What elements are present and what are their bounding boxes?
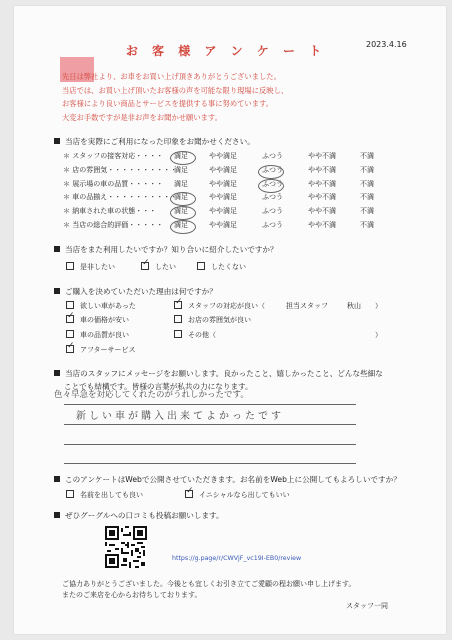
- q3-option[interactable]: [174, 301, 265, 311]
- checkbox[interactable]: [174, 315, 182, 323]
- option-label: したくない: [211, 263, 246, 271]
- rating-option[interactable]: 満足: [174, 221, 188, 229]
- handwritten-answer-line[interactable]: 色々早急を対応してくれたのがうれしかったです。: [54, 390, 249, 400]
- staff-name: 秋山: [347, 302, 361, 310]
- option-label: お店の雰囲気が良い: [188, 316, 251, 324]
- selection-circle: [170, 151, 196, 165]
- rating-row-label: ＊ 納車された車の状態・・・: [63, 207, 157, 216]
- answer-line: [64, 463, 356, 464]
- q2-option[interactable]: [66, 262, 115, 272]
- question-1-text: 当店を実際にご利用になった印象をお聞かせください。: [65, 137, 255, 146]
- option-label: アフターサービス: [80, 346, 136, 354]
- rating-option[interactable]: ふつう: [262, 221, 283, 229]
- selection-circle: [258, 165, 284, 179]
- rating-option[interactable]: やや不満: [308, 152, 336, 160]
- rating-option[interactable]: やや満足: [209, 179, 237, 188]
- rating-option[interactable]: 不満: [360, 152, 374, 160]
- rating-option[interactable]: やや不満: [308, 221, 336, 229]
- intro-line: 当店では、お買い上げ頂いたお客様の声を可能な限り現場に反映し、: [62, 85, 289, 95]
- q5-option[interactable]: [66, 490, 143, 500]
- bullet-square-icon: [54, 138, 60, 144]
- close-paren: ）: [375, 331, 382, 339]
- rating-option[interactable]: 不満: [360, 207, 374, 216]
- question-5: [54, 474, 401, 485]
- bullet-square-icon: [54, 476, 60, 482]
- rating-option[interactable]: やや不満: [308, 165, 336, 174]
- rating-option[interactable]: 不満: [360, 193, 374, 202]
- closing-line: ご協力ありがとうございました。今後とも宜しくお引き立てご愛顧の程お願い申し上げます。: [62, 580, 356, 588]
- rating-row-label: ＊ 店の雰囲気・・・・・・・・・・: [63, 165, 178, 174]
- option-label: 車の品質が良い: [80, 331, 129, 339]
- answer-line: [64, 424, 356, 425]
- review-url-link[interactable]: https://g.page/r/CWVjF_vc19I-EB0/review: [172, 555, 302, 562]
- option-label: 是非したい: [80, 263, 115, 271]
- rating-option[interactable]: ふつう: [262, 152, 283, 160]
- checkbox[interactable]: [141, 262, 149, 270]
- rating-option[interactable]: ふつう: [262, 165, 283, 174]
- checkbox[interactable]: [174, 330, 182, 338]
- q5-option[interactable]: [185, 490, 290, 500]
- option-label: イニシャルなら出してもいい: [199, 491, 290, 499]
- intro-line: 大変お手数ですが是非お声をお聞かせ願います。: [62, 112, 222, 122]
- survey-title: お 客 様 ア ン ケ ー ト: [125, 44, 327, 58]
- closing-line: またのご来店を心からお待ちしております。: [62, 590, 202, 599]
- rating-option[interactable]: やや不満: [308, 179, 336, 188]
- checkbox[interactable]: [197, 262, 205, 270]
- rating-option[interactable]: 満足: [174, 179, 188, 188]
- checkbox[interactable]: [66, 315, 74, 323]
- rating-row-label: ＊ 車の品揃え・・・・・・・・・・: [63, 193, 178, 202]
- question-3: [54, 286, 217, 297]
- option-label: 車の価格が安い: [80, 316, 129, 324]
- option-label: 名前を出しても良い: [80, 491, 143, 499]
- rating-row-label: ＊ 展示場の車の品質・・・・・: [63, 179, 164, 188]
- rating-row-label: ＊ 当店の総合的評価・・・・・: [63, 221, 164, 229]
- selection-circle: [170, 220, 196, 234]
- intro-text: [62, 70, 402, 124]
- rating-option[interactable]: やや不満: [308, 207, 336, 216]
- question-6-text: ぜひグーグルへの口コミも投稿お願いします。: [65, 511, 224, 520]
- rating-option[interactable]: やや満足: [209, 152, 237, 160]
- checkbox[interactable]: [185, 490, 193, 498]
- answer-line: [64, 404, 356, 405]
- qr-code-icon[interactable]: [104, 526, 148, 568]
- option-label: 欲しい車があった: [80, 302, 136, 310]
- rating-option[interactable]: ふつう: [262, 193, 283, 202]
- rating-option[interactable]: 満足: [174, 193, 188, 202]
- q3-option[interactable]: [66, 345, 136, 355]
- rating-option[interactable]: やや満足: [209, 221, 237, 229]
- question-3-text: ご購入を決めていただいた理由は何ですか？: [65, 287, 217, 296]
- handwritten-answer-line[interactable]: 新しい車が購入出来てよかったです: [76, 411, 284, 422]
- survey-date: 2023.4.16: [366, 40, 407, 49]
- question-4-text-cont: ことでも結構です。皆様の言葉が私共の力になります。: [64, 382, 253, 391]
- rating-option[interactable]: 満足: [174, 207, 188, 216]
- answer-line: [64, 444, 356, 445]
- rating-option[interactable]: ふつう: [262, 179, 283, 188]
- rating-option[interactable]: 不満: [360, 165, 374, 174]
- q3-option[interactable]: [66, 330, 129, 340]
- intro-line: 先日は弊社より、お車をお買い上げ頂きありがとうございました。: [62, 72, 281, 81]
- rating-option[interactable]: 満足: [174, 152, 188, 160]
- rating-option[interactable]: ふつう: [262, 207, 283, 216]
- checkbox[interactable]: [174, 301, 182, 309]
- q3-option[interactable]: [66, 315, 129, 325]
- q2-option[interactable]: [141, 262, 176, 272]
- rating-row-label: ＊ スタッフの接客対応・・・・: [63, 152, 164, 160]
- checkbox[interactable]: [66, 490, 74, 498]
- intro-line: お客様により良い商品とサービスを提供する事に努めています。: [62, 99, 274, 109]
- q3-option[interactable]: [174, 315, 251, 325]
- question-4-text: 当店のスタッフにメッセージをお願いします。良かったこと、嬉しかったこと、どんな些細な: [65, 369, 383, 378]
- signature: スタッフ一同: [346, 602, 388, 610]
- checkbox[interactable]: [66, 301, 74, 309]
- staff-label: 担当スタッフ: [286, 302, 328, 310]
- rating-option[interactable]: 不満: [360, 179, 374, 188]
- checkbox[interactable]: [66, 330, 74, 338]
- rating-option[interactable]: やや不満: [308, 193, 336, 202]
- bullet-square-icon: [54, 246, 60, 252]
- rating-option[interactable]: 満足: [174, 165, 188, 174]
- question-4: [54, 368, 383, 379]
- bullet-square-icon: [54, 512, 60, 518]
- option-label: スタッフの対応が良い（: [188, 302, 265, 310]
- bullet-square-icon: [54, 370, 60, 376]
- bullet-square-icon: [54, 288, 60, 294]
- question-2: [54, 244, 278, 255]
- rating-option[interactable]: 不満: [360, 221, 374, 229]
- rating-option[interactable]: やや満足: [209, 207, 237, 216]
- option-label: その他（: [188, 331, 216, 339]
- rating-option[interactable]: やや満足: [209, 193, 237, 202]
- q2-option[interactable]: [197, 262, 246, 272]
- checkbox[interactable]: [66, 262, 74, 270]
- option-label: したい: [155, 263, 176, 271]
- q3-option[interactable]: [66, 301, 136, 311]
- selection-circle: [258, 179, 284, 193]
- checkbox[interactable]: [66, 345, 74, 353]
- question-1: [54, 136, 255, 147]
- question-5-text: このアンケートはWebで公開させていただきます。お名前をWeb上に公開してもよろしいですか？: [65, 475, 401, 484]
- q3-option[interactable]: [174, 330, 216, 340]
- rating-option[interactable]: やや満足: [209, 165, 237, 174]
- closing-text: [62, 579, 355, 600]
- close-paren: ）: [375, 302, 382, 310]
- question-2-text: 当店をまた利用したいですか？知り合いに紹介したいですか？: [65, 245, 278, 254]
- question-6: [54, 510, 224, 521]
